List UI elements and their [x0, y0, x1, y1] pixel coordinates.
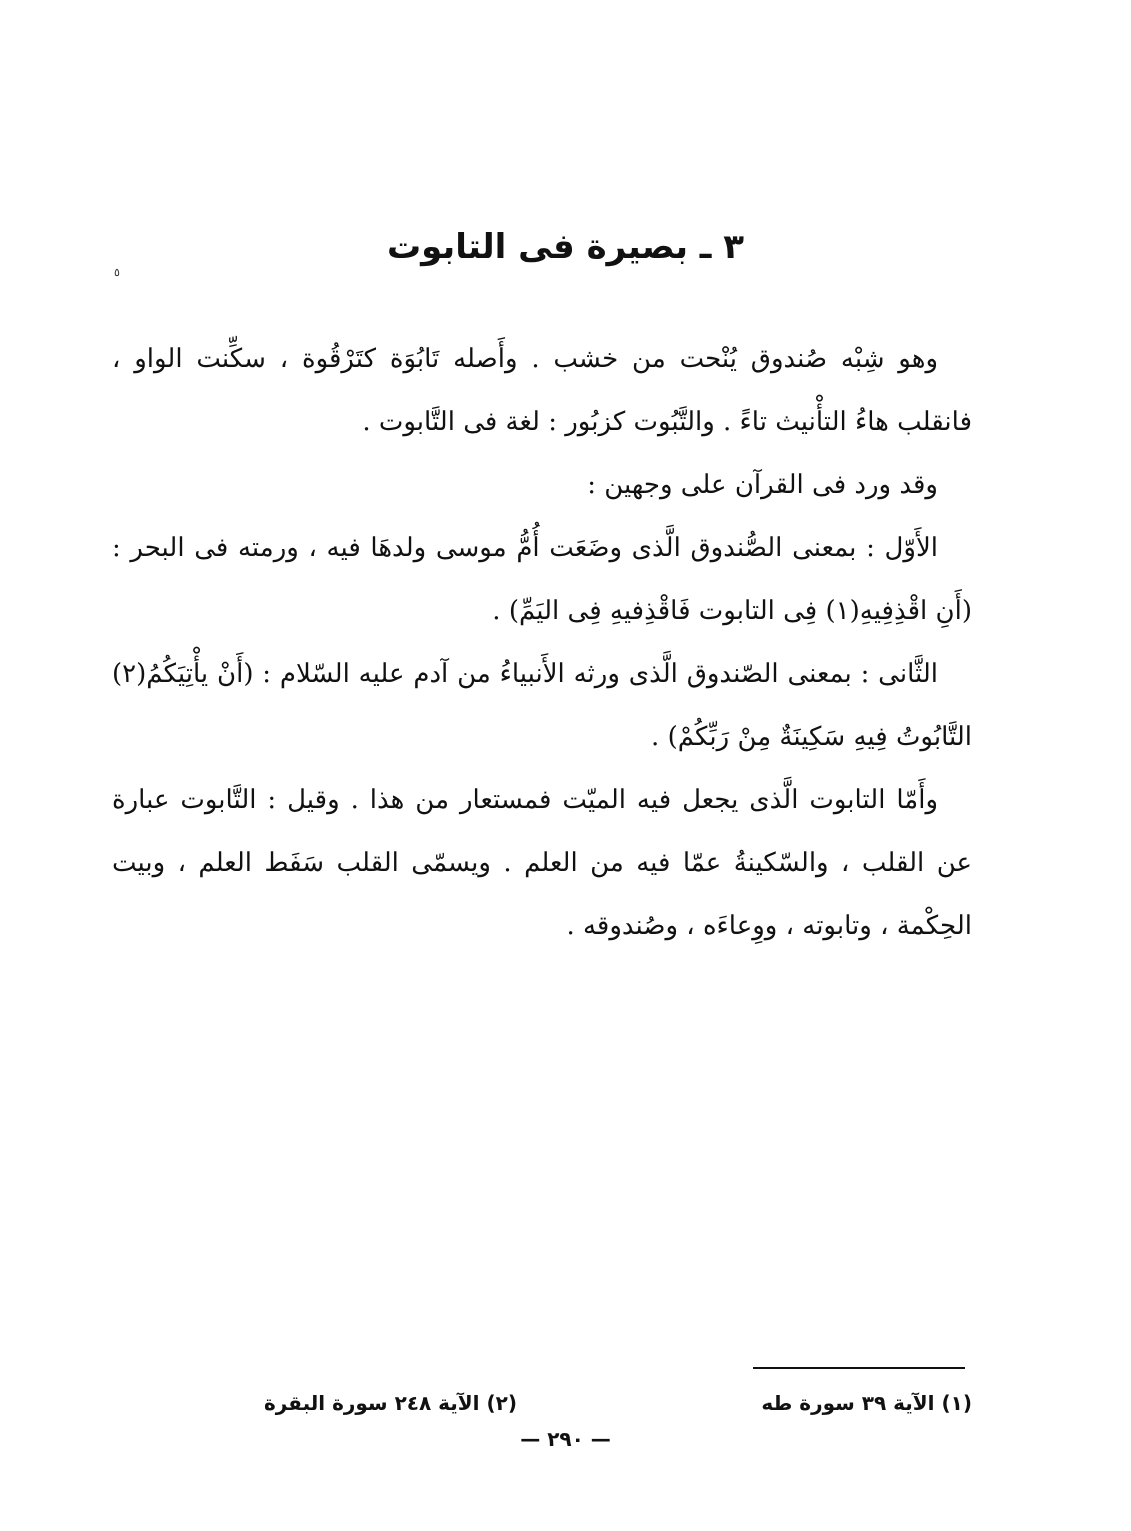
paragraph-second-meaning: الثَّانى : بمعنى الصّندوق الَّذى ورثه الأَنبياءُ من آدم عليه السّلام : (أَنْ يأْتِيَكُمُ(٢) التَّابُوتُ فِيهِ سَكِينَةٌ مِنْ رَبِّكُمْ) . [112, 659, 972, 752]
stray-mark: ٥ [114, 266, 120, 279]
paragraph-first-meaning: الأَوّل : بمعنى الصُّندوق الَّذى وضَعَت أُمُّ موسى ولدهَا فيه ، ورمته فى البحر : (أَنِ اقْذِفِيهِ(١) فِى التابوت فَاقْذِفيهِ فِى اليَمِّ) . [112, 533, 972, 626]
footnote-divider [753, 1367, 965, 1369]
paragraph-coffin-meaning: وأَمّا التابوت الَّذى يجعل فيه الميّت فمستعار من هذا . وقيل : التَّابوت عبارة عن القلب ، والسّكينةُ عمّا فيه من العلم . ويسمّى القلب سَفَط العلم ، وبيت الحِكْمة ، وتابوته ، ووِعاءَه ، وصُندوقه . [112, 785, 972, 941]
paragraph-intro: وقد ورد فى القرآن على وجهين : [587, 470, 938, 500]
footnote-2: (٢) الآية ٢٤٨ سورة البقرة [263, 1391, 517, 1415]
footnote-1: (١) الآية ٣٩ سورة طه [761, 1391, 972, 1415]
footnotes [200, 1383, 972, 1423]
body-text [112, 328, 972, 958]
page-number: — ٢٩٠ — [520, 1427, 611, 1451]
section-heading: ٣ ـ بصيرة فى التابوت [386, 227, 745, 267]
paragraph-definition: وهو شِبْه صُندوق يُنْحت من خشب . وأَصله تَابُوَة كتَرْقُوة ، سكِّنت الواو ، فانقلب هاءُ التأْنيث تاءً . والتَّبُوت كزبُور : لغة فى التَّابوت . [112, 344, 972, 437]
